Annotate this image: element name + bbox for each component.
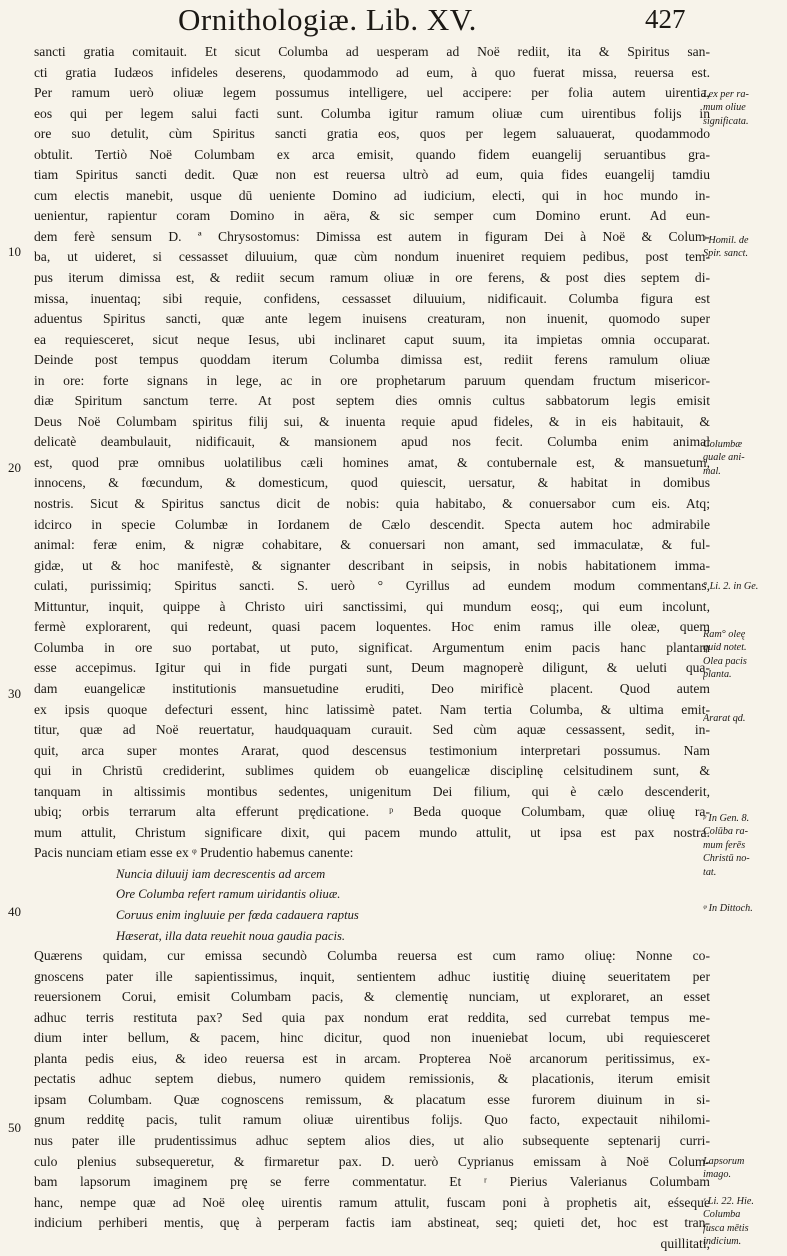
margin-note-line: Lex per ra- bbox=[703, 89, 749, 100]
margin-note bbox=[703, 1195, 785, 1249]
text-line: dem ferè sensum D. ª Chrysostomus: Dimissa est autem in figuram Dei à Noë & Colum- bbox=[34, 228, 710, 244]
margin-note-line: quale ani- bbox=[703, 452, 745, 464]
text-line: est, quod præ omnibus uolatilibus cæli homines amat, & contubernale est, & mansuetum, bbox=[34, 454, 710, 470]
text-line: Deus Noë Columbam spiritus filij sui, & inuenta requie apud fideles, & in eis habitauit, & bbox=[34, 413, 710, 429]
text-line: indicium perhiberi mentis, quę à perperam factis iam abstineat, seq; quieti det, hoc est tran- bbox=[34, 1215, 710, 1231]
text-line: quit, arca super montes Ararat, quod descensus testimonium interpretari possumus. Nam bbox=[34, 742, 710, 758]
text-line: qui in Christū crediderint, sublimes quidem ob euangelicæ disciplinę celsitudinem sunt, & bbox=[34, 763, 710, 779]
text-line: hanc, nempe quæ ad Noë oleę uirentis ramum attulit, fuscam poni à prophetis ait, eśseque bbox=[34, 1194, 710, 1210]
text-line: titur, quæ ad Noë reuertatur, haudquaquam curauit. Sed cùm aquæ cessassent, sedit, in- bbox=[34, 722, 710, 738]
margin-note-line: Lapsorum bbox=[703, 1156, 745, 1167]
margin-note bbox=[703, 88, 785, 128]
catchword: quillitati, bbox=[660, 1235, 710, 1251]
line-number: 40 bbox=[8, 904, 21, 919]
margin-note-line: Columba bbox=[703, 1209, 741, 1221]
text-line: bam lapsorum imaginem prę se ferre commentatur. Et ʳ Pierius Valerianus Columbam bbox=[34, 1174, 710, 1190]
margin-note bbox=[703, 628, 785, 682]
text-line: cum electis manebit, usque dū ueniente Domino ad iudicium, electi, qui in hoc mundo in- bbox=[34, 187, 710, 203]
text-line: gnoscens pater ille sapientissimus, inquit, sentientem adhuc iustitię diuinę seueritatem per bbox=[34, 968, 710, 984]
line-number: 50 bbox=[8, 1120, 21, 1135]
margin-note-line: Columbæ bbox=[703, 439, 743, 450]
margin-note-line: quid notet. bbox=[703, 642, 747, 654]
margin-note bbox=[703, 438, 785, 478]
text-line: uenientur, rapientur coram Domino in aëra, & sic semper cum Domino erunt. Ad eun- bbox=[34, 208, 710, 224]
text-line: reuersionem Corui, emisit Columbam pacis, & clementię nunciam, ut exploraret, an esset bbox=[34, 989, 710, 1005]
margin-note-line: ʳ Li. 22. Hie. bbox=[703, 1196, 754, 1207]
margin-note-line: Colūba ra- bbox=[703, 826, 748, 838]
margin-note-line: planta. bbox=[703, 669, 732, 681]
text-line: tanquam in altissimis montibus sedentes, unigenitum Dei filium, qui è cælo descenderit, bbox=[34, 783, 710, 799]
margin-note-line: Ram° oleę bbox=[703, 629, 746, 640]
text-line: Pacis nunciam etiam esse ex ᵠ Prudentio habemus canente: bbox=[34, 845, 354, 861]
margin-note bbox=[703, 1155, 785, 1182]
margin-note-line: ° Li. 2. in Ge. bbox=[703, 581, 759, 592]
text-line: dam euangelicæ institutionis mansuetudine eruditi, Deo mirificè placent. Quod autem bbox=[34, 680, 710, 696]
text-line: in ore: forte signans in lege, ac in ore prophetarum paruum quendam fructum misericor- bbox=[34, 372, 710, 388]
margin-note-line: imago. bbox=[703, 1169, 732, 1181]
text-line: Deinde post tempus quoddam iterum Columba dimissa est, rediit ferens ramulum oliuæ bbox=[34, 352, 710, 368]
text-line: nostris. Sicut & Spiritus sanctus dicit de nobis: quia habitabo, & conuersabor cum eis. Atq; bbox=[34, 496, 710, 512]
margin-note-line: tat. bbox=[703, 866, 717, 878]
margin-note-line: ª Homil. de bbox=[703, 235, 749, 246]
margin-note-line: mum ferēs bbox=[703, 839, 746, 851]
text-line: fermè explorarent, qui redeunt, quasi pacem loquentes. Hoc enim ramus ille oleæ, quem bbox=[34, 619, 710, 635]
text-line: idcirco in specie Columbæ in Iordanem de Cælo descendit. Specta autem hoc admirabile bbox=[34, 516, 710, 532]
running-title: Ornithologiæ. Lib. XV. bbox=[178, 2, 477, 37]
text-line: ore suo detulit, cùm Spiritus sancti gratia eos, quos per legem saluauerat, quodammodo bbox=[34, 126, 710, 142]
text-line: cti gratia Iudæos infideles deserens, quodammodo ad eum, à quo fuerat missa, reuersa est. bbox=[34, 64, 710, 80]
text-line: pus iterum dimissa est, & rediit secum ramum oliuæ in ore ferens, & post dies septem di- bbox=[34, 270, 710, 286]
text-line: tiam Spiritus sancti dedit. Quæ non est reuersa ultrò ad eum, quia fides euangelij tamdiu bbox=[34, 167, 710, 183]
margin-note bbox=[703, 812, 785, 879]
text-line: eos qui per legem salui facti sunt. Columba igitur ramum oliuæ cum uirentibus folijs in bbox=[34, 105, 710, 121]
text-line: aduentus Spiritus sancti, quæ ante legem inuisens creaturam, non inuenit, quomodo super bbox=[34, 311, 710, 327]
main-text-block bbox=[34, 42, 710, 1254]
margin-note-line: Spir. sanct. bbox=[703, 248, 748, 260]
text-line: Columba in ore suo portabat, ut puto, significat. Argumentum enim pacis hanc plantam bbox=[34, 639, 710, 655]
text-line: sancti gratia comitauit. Et sicut Columba ad uesperam ad Noë rediit, ita & Spiritus san- bbox=[34, 44, 710, 59]
text-line: ubiq; orbis terrarum alta efferunt prędicatione. ᵖ Beda quoque Columbam, quæ oliuę ra- bbox=[34, 804, 710, 820]
text-line: delicatè deambulauit, nidificauit, & mansionem apud nos fecit. Columba enim animal bbox=[34, 434, 710, 450]
text-line: esse accepimus. Igitur qui in fide purgati sunt, Deum magnoperè diligunt, & ueluti qua- bbox=[34, 660, 710, 676]
text-line: diæ Spiritum sanctum terre. At post septem dies omnis cultus sabbatorum legis emisit bbox=[34, 393, 710, 409]
margin-note-line: ᵠ In Dittoch. bbox=[703, 903, 753, 914]
line-number: 10 bbox=[8, 244, 21, 259]
verse-line: Coruus enim ingluuie per fœda cadauera raptus bbox=[116, 907, 359, 922]
margin-note bbox=[703, 234, 785, 261]
verse-line: Ore Columba refert ramum uiridantis oliuæ. bbox=[116, 887, 341, 902]
text-line: obtulit. Tertiò Noë Columbam ex arca emisit, quando fidem euangelij seruantibus gra- bbox=[34, 146, 710, 162]
text-line: missa, inuentaq; sibi requie, confidens, cessasset diluuium, nidificauit. Columba figura est bbox=[34, 290, 710, 306]
text-line: culo plenius subsequeretur, & firmaretur pax. D. uerò Cyprianus emissam à Noë Colum- bbox=[34, 1153, 710, 1169]
margin-note-line: mal. bbox=[703, 465, 721, 477]
text-line: pectatis adhuc septem diebus, numero quidem remissionis, & placationis, iterum emisit bbox=[34, 1071, 710, 1087]
text-line: gidæ, ut & hoc manifestè, & signanter describant in seipsis, in nobis habitationem imma- bbox=[34, 557, 710, 573]
margin-note bbox=[703, 902, 785, 915]
text-line: culati, purissimiq; Spiritus sancti. S. uerò ° Cyrillus ad eundem modum commentans, bbox=[34, 578, 710, 594]
text-line: nus pater ille prudentissimus adhuc septem alios dies, ut alio subsequente septenarij curri- bbox=[34, 1132, 710, 1148]
verse-line: Nuncia diluuij iam decrescentis ad arcem bbox=[116, 866, 326, 881]
text-line: gnum redditę pacis, tulit ramum oliuæ uirentibus folijs. Quo facto, expectauit nihilomi- bbox=[34, 1112, 710, 1128]
text-line: adhuc terris restituta pax? Sed quia pax nondum erat reddita, sed currebat tempus me- bbox=[34, 1009, 710, 1025]
text-line: planta pedis eius, & ideo reuersa est in arcam. Propterea Noë arcanorum peritissimus, ex- bbox=[34, 1050, 710, 1066]
text-line: Quærens quidam, cur emissa secundò Columba reuersa est cum ramo oliuę: Nonne co- bbox=[34, 948, 710, 964]
margin-note bbox=[703, 580, 785, 593]
text-line: ex ipsis quoque defecturi essent, hinc latissimè patet. Nam tertia Columba, & ultima emit- bbox=[34, 701, 710, 717]
margin-note-line: significata. bbox=[703, 115, 749, 127]
text-line: ea requiesceret, sicut neque Iesus, ubi inclinaret caput suum, ita impietas omnia occuparat. bbox=[34, 331, 710, 347]
margin-note-line: Olea pacis bbox=[703, 655, 747, 667]
text-line: innocens, & fœcundum, & domesticum, quod quiescit, uersatur, & habitat in domibus bbox=[34, 475, 710, 491]
margin-note bbox=[703, 712, 785, 725]
margin-note-line: mum oliue bbox=[703, 102, 746, 114]
text-line: ipsam Columbam. Quæ cognoscens remissum, & placatum esse furorem diuinum in si- bbox=[34, 1091, 710, 1107]
text-line: Per ramum uerò oliuæ legem possumus intelligere, uel accipere: per folia autem uirentia, bbox=[34, 85, 710, 101]
text-line: mum attulit, Christum significare dixit, qui pacem mundo attulit, ut ipsa est pax nostra. bbox=[34, 824, 710, 840]
line-number: 20 bbox=[8, 460, 21, 475]
margin-note-line: fusca mētis bbox=[703, 1222, 749, 1234]
text-line: animal: feræ enim, & nigræ cohabitare, & conuersari non amant, sed immaculatæ, & ful- bbox=[34, 537, 710, 553]
text-line: dium inter bellum, & pacem, hinc dicitur, quod non inueniebat locum, ubi requiesceret bbox=[34, 1030, 710, 1046]
margin-note-line: indicium. bbox=[703, 1236, 742, 1248]
text-line: ba, ut uideret, si cessasset diluuium, quæ cùm nondum inueniret requiem pedibus, post tem- bbox=[34, 249, 710, 265]
page-number: 427 bbox=[645, 4, 686, 34]
verse-line: Hæserat, illa data reuehit noua gaudia pacis. bbox=[116, 928, 346, 943]
line-number-column bbox=[0, 0, 34, 1256]
margin-note-line: ᵖ In Gen. 8. bbox=[703, 813, 750, 824]
margin-note-line: Ararat qd. bbox=[703, 713, 746, 724]
margin-note-line: Christū no- bbox=[703, 853, 750, 865]
text-line: Mittuntur, inquit, quippe à Christo uiri sanctissimi, qui mundum eosq;, qui eum incolunt, bbox=[34, 598, 710, 614]
line-number: 30 bbox=[8, 686, 21, 701]
running-header bbox=[0, 2, 787, 40]
margin-notes-column bbox=[700, 0, 787, 1256]
